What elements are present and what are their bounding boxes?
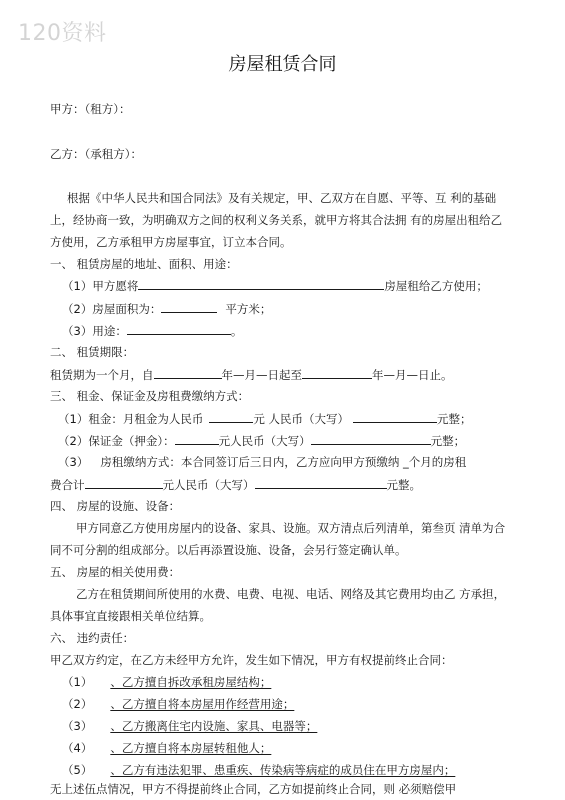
blank-field: [161, 300, 217, 313]
item-text: 平方米；: [225, 302, 272, 316]
item-number: （3）: [58, 455, 89, 469]
item-text: 元 人民币（大写）: [253, 412, 349, 426]
item-text: 元整。: [386, 478, 421, 492]
list-item: [62, 762, 455, 778]
list-item: [62, 740, 271, 756]
item-text: 、乙方擅自将本房屋用作经营用途；: [110, 697, 295, 711]
item-number: （2）: [62, 302, 93, 316]
item-number: （4）: [62, 741, 93, 755]
section-4-heading: 四、 房屋的设施、设备：: [50, 499, 181, 513]
section-3-item-3: [58, 454, 466, 470]
item-number: （1）: [62, 675, 93, 689]
section-5-para-1: 乙方在租赁期间所使用的水费、电费、电视、电话、网络及其它费用均由乙 方承担，: [76, 587, 506, 601]
intro-line-3: 方使用，乙方承租甲方房屋事宜，订立本合同。: [50, 235, 292, 249]
section-1-item-3: [62, 322, 242, 339]
item-number: （1）: [62, 279, 93, 293]
item-text: 房屋面积为：: [92, 302, 162, 316]
section-1-heading: 一、 租赁房屋的地址、面积、用途：: [50, 257, 238, 271]
item-number: （2）: [58, 434, 89, 448]
item-number: （1）: [58, 412, 89, 426]
section-2-heading: 二、 租赁期限：: [50, 345, 135, 359]
blank-field: [127, 322, 231, 335]
blank-field: [302, 366, 372, 379]
item-text: 费合计: [50, 478, 85, 492]
section-5-heading: 五、 房屋的相关使用费：: [50, 565, 181, 579]
blank-field: [353, 410, 437, 423]
section-6-intro: 甲乙双方约定，在乙方未经甲方允许，发生如下情况，甲方有权提前终止合同：: [50, 653, 453, 667]
section-4-para-1: 甲方同意乙方使用房屋内的设备、家具、设施。双方清点后列清单，第叁页 清单为合: [76, 521, 506, 535]
party-b-line: 乙方：（承租方）：: [50, 147, 142, 161]
item-text: 、乙方擅自将本房屋转租他人；: [110, 741, 272, 755]
section-6-last-line: 无上述伍点情况，甲方不得提前终止合同，乙方如提前终止合同，则 必须赔偿甲: [50, 782, 457, 796]
intro-line-1: 根据《中华人民共和国合同法》及有关规定，甲、乙双方在自愿、平等、互 利的基础: [67, 191, 497, 205]
blank-field: [154, 366, 222, 379]
item-text: 保证金（押金）：: [88, 434, 175, 448]
item-text: 年—月—日止。: [372, 368, 453, 382]
item-text: 元人民币（大写）: [218, 434, 311, 448]
item-number: （3）: [62, 719, 93, 733]
item-text: 租赁期为一个月，自: [50, 368, 154, 382]
blank-field: [175, 432, 219, 445]
item-text: 元整；: [436, 412, 472, 426]
watermark: 120资料: [18, 21, 107, 46]
blank-field: [255, 476, 387, 489]
blank-field: [311, 432, 431, 445]
section-6-heading: 六、 违约责任：: [50, 631, 135, 645]
item-text: 元人民币（大写）: [162, 478, 255, 492]
section-1-item-2: [62, 300, 271, 317]
list-item: [62, 674, 271, 690]
section-4-para-2: 同不可分割的组成部分。以后再添置设施、设备，会另行签定确认单。: [50, 543, 407, 557]
item-text: 。: [230, 324, 243, 338]
list-item: [62, 718, 317, 734]
item-text: 、乙方擅自拆改承租房屋结构；: [110, 675, 272, 689]
item-text: 租金：月租金为人民币: [88, 412, 204, 426]
blank-field: [138, 277, 384, 290]
section-3-item-3-cont: [50, 476, 421, 493]
section-5-para-2: 具体事宜直接跟相关单位结算。: [50, 609, 211, 623]
item-text: 用途：: [92, 324, 127, 338]
list-item: [62, 696, 294, 712]
item-text: 、乙方有违法犯罪、患重疾、传染病等病症的成员住在甲方房屋内；: [110, 763, 456, 777]
section-3-item-2: [58, 432, 465, 449]
item-text: 房租缴纳方式：本合同签订后三日内，乙方应向甲方预缴纳 _个月的房租: [100, 455, 467, 469]
item-number: （3）: [62, 324, 93, 338]
item-number: （2）: [62, 697, 93, 711]
document-title: 房屋租赁合同: [228, 54, 337, 75]
item-text: 甲方愿将: [92, 279, 139, 293]
item-text: 房屋租给乙方使用；: [384, 279, 488, 293]
section-2-line: [50, 366, 453, 383]
party-a-line: 甲方：（租方）：: [50, 102, 131, 116]
item-text: 、乙方搬离住宅内设施、家具、电器等；: [110, 719, 318, 733]
item-text: 年—月—日起至: [221, 368, 302, 382]
section-3-heading: 三、 租金、保证金及房租费缴纳方式：: [50, 389, 250, 403]
item-number: （5）: [62, 763, 93, 777]
item-text: 元整；: [430, 434, 466, 448]
section-1-item-1: [62, 277, 488, 294]
blank-field: [85, 476, 163, 489]
blank-field: [209, 410, 253, 423]
intro-line-2: 上，经协商一致，为明确双方之间的权利义务关系，就甲方将其合法拥 有的房屋出租给乙: [50, 213, 503, 227]
section-3-item-1: [58, 410, 471, 427]
